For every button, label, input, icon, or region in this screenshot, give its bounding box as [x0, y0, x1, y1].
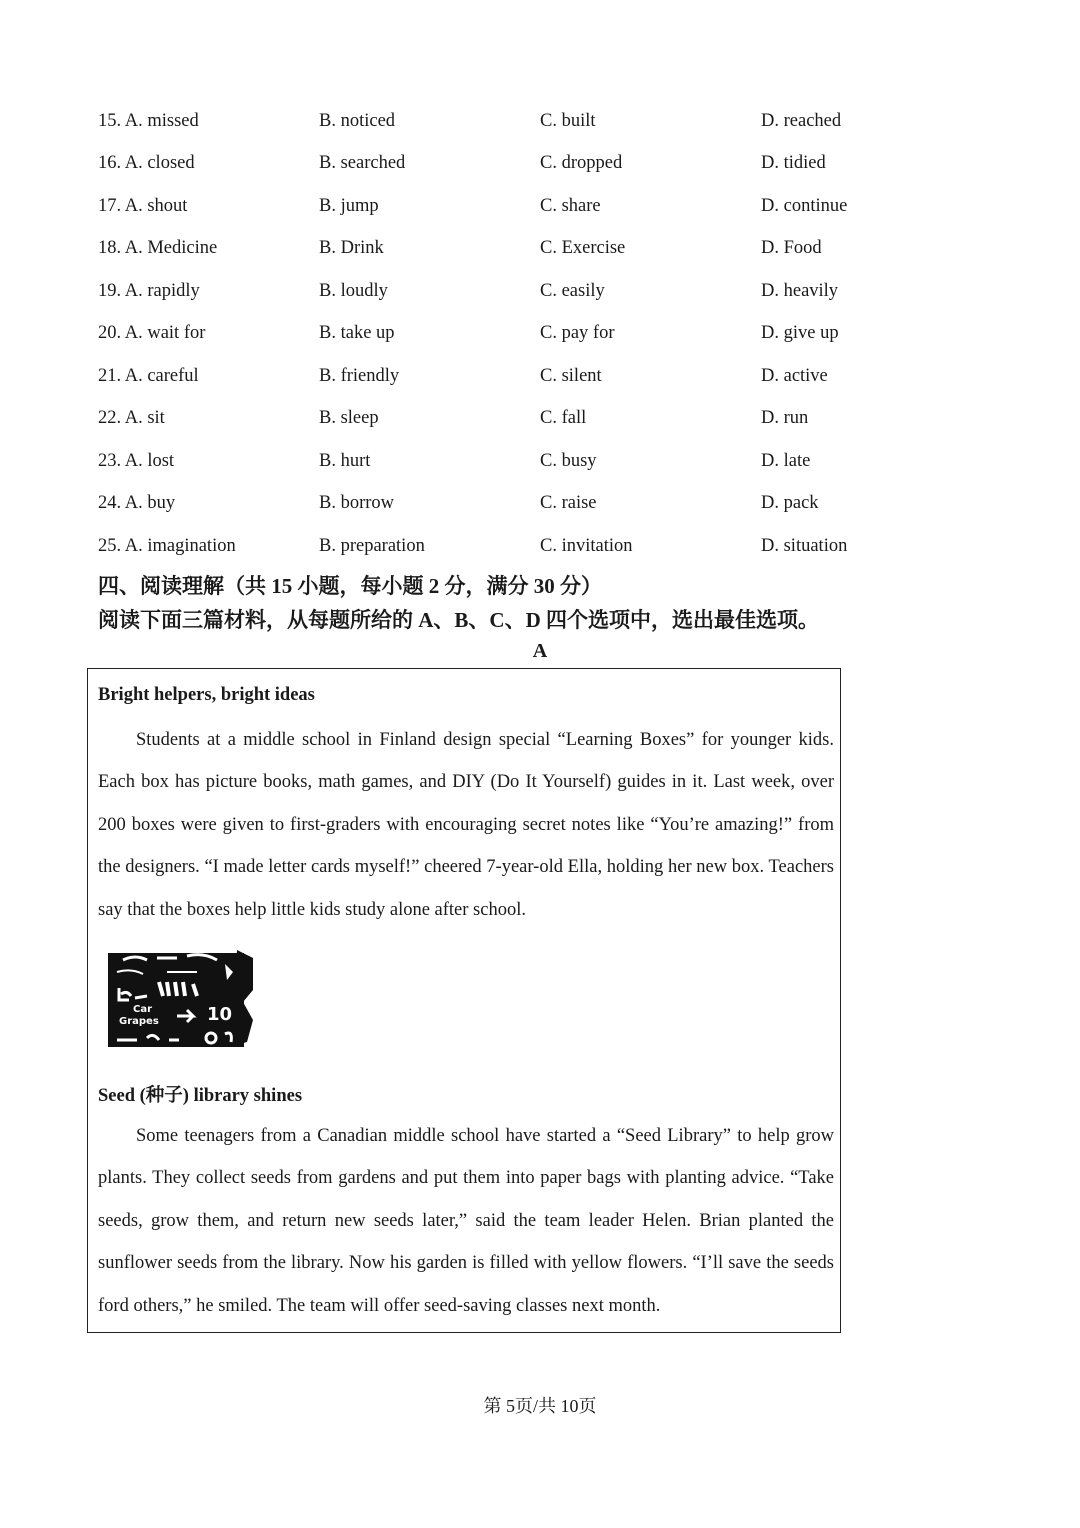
option-a: 15. A. missed — [98, 110, 199, 131]
option-c: C. silent — [540, 365, 602, 386]
option-a: 17. A. shout — [98, 195, 188, 216]
cloze-options-table — [98, 100, 998, 568]
section-title: 四、阅读理解（共 15 小题，每小题 2 分，满分 30 分） — [98, 574, 602, 598]
option-b: B. take up — [319, 323, 395, 344]
option-row-24 — [98, 483, 998, 526]
option-c: C. dropped — [540, 153, 623, 174]
option-d: D. give up — [761, 323, 839, 344]
option-a: 20. A. wait for — [98, 323, 206, 344]
passage-box — [87, 668, 841, 1333]
option-c: C. fall — [540, 408, 587, 429]
option-a: 19. A. rapidly — [98, 280, 200, 301]
option-a: 18. A. Medicine — [98, 238, 218, 259]
passage-letter: A — [532, 640, 548, 662]
option-a: 25. A. imagination — [98, 535, 236, 556]
option-b: B. loudly — [319, 280, 388, 301]
option-d: D. heavily — [761, 280, 839, 301]
option-c: C. easily — [540, 280, 605, 301]
option-a: 23. A. lost — [98, 450, 175, 471]
option-d: D. pack — [761, 493, 819, 514]
option-a: 21. A. careful — [98, 365, 199, 386]
option-d: D. tidied — [761, 153, 826, 174]
option-row-22 — [98, 398, 998, 441]
option-b: B. Drink — [319, 238, 384, 259]
option-b: B. hurt — [319, 450, 371, 471]
learning-box-picture — [107, 950, 253, 1050]
option-b: B. jump — [319, 195, 379, 216]
option-c: C. built — [540, 110, 596, 131]
picture-number-10: 10 — [207, 1004, 233, 1025]
option-d: D. continue — [761, 195, 848, 216]
option-c: C. invitation — [540, 535, 633, 556]
option-c: C. Exercise — [540, 238, 626, 259]
option-b: B. noticed — [319, 110, 396, 131]
option-c: C. busy — [540, 450, 597, 471]
option-b: B. friendly — [319, 365, 400, 386]
article-title-bright-helpers: Bright helpers, bright ideas — [98, 685, 315, 705]
article-body-seed-library: Some teenagers from a Canadian middle school have started a “Seed Library” to help grow plants. They collect seeds from gardens and put them into paper bags with planting advice. “Take seeds, grow them, and return new seeds later,” said the team leader Helen. Brian planted the sunflower seeds from the library. Now his garden is filled with yellow flowers. “I’ll save the seeds ford others,” he smiled. The team will offer seed-saving classes next month. — [98, 1126, 834, 1316]
article-body-bright-helpers: Students at a middle school in Finland design special “Learning Boxes” for younger kids. Each box has picture books, math games, and DIY (Do It Yourself) guides in it. Last week, over 200 boxes were given to first-graders with encouraging secret notes like “You’re amazing!” from the designers. “I made letter cards myself!” cheered 7-year-old Ella, holding her new box. Teachers say that the boxes help little kids study alone after school. — [98, 730, 834, 920]
article-title-seed-library: Seed (种子) library shines — [98, 1086, 303, 1106]
option-b: B. preparation — [319, 535, 425, 556]
option-d: D. late — [761, 450, 811, 471]
option-row-21 — [98, 355, 998, 398]
option-d: D. situation — [761, 535, 848, 556]
option-row-19 — [98, 270, 998, 313]
option-d: D. active — [761, 365, 828, 386]
option-row-18 — [98, 228, 998, 271]
option-a: 16. A. closed — [98, 153, 195, 174]
picture-word-grapes: Grapes — [119, 1016, 159, 1027]
option-row-16 — [98, 143, 998, 186]
option-b: B. borrow — [319, 493, 395, 514]
page-footer: 第 5页/共 10页 — [483, 1396, 597, 1416]
option-row-25 — [98, 525, 998, 568]
option-c: C. pay for — [540, 323, 615, 344]
option-a: 22. A. sit — [98, 408, 165, 429]
option-row-20 — [98, 313, 998, 356]
option-d: D. Food — [761, 238, 822, 259]
option-row-15 — [98, 100, 998, 143]
section-instruction: 阅读下面三篇材料，从每题所给的 A、B、C、D 四个选项中，选出最佳选项。 — [98, 608, 820, 632]
option-d: D. reached — [761, 110, 842, 131]
option-a: 24. A. buy — [98, 493, 176, 514]
option-c: C. raise — [540, 493, 597, 514]
option-row-23 — [98, 440, 998, 483]
option-row-17 — [98, 185, 998, 228]
option-d: D. run — [761, 408, 809, 429]
option-c: C. share — [540, 195, 601, 216]
option-b: B. searched — [319, 153, 406, 174]
picture-word-car: Car — [133, 1004, 153, 1015]
option-b: B. sleep — [319, 408, 379, 429]
